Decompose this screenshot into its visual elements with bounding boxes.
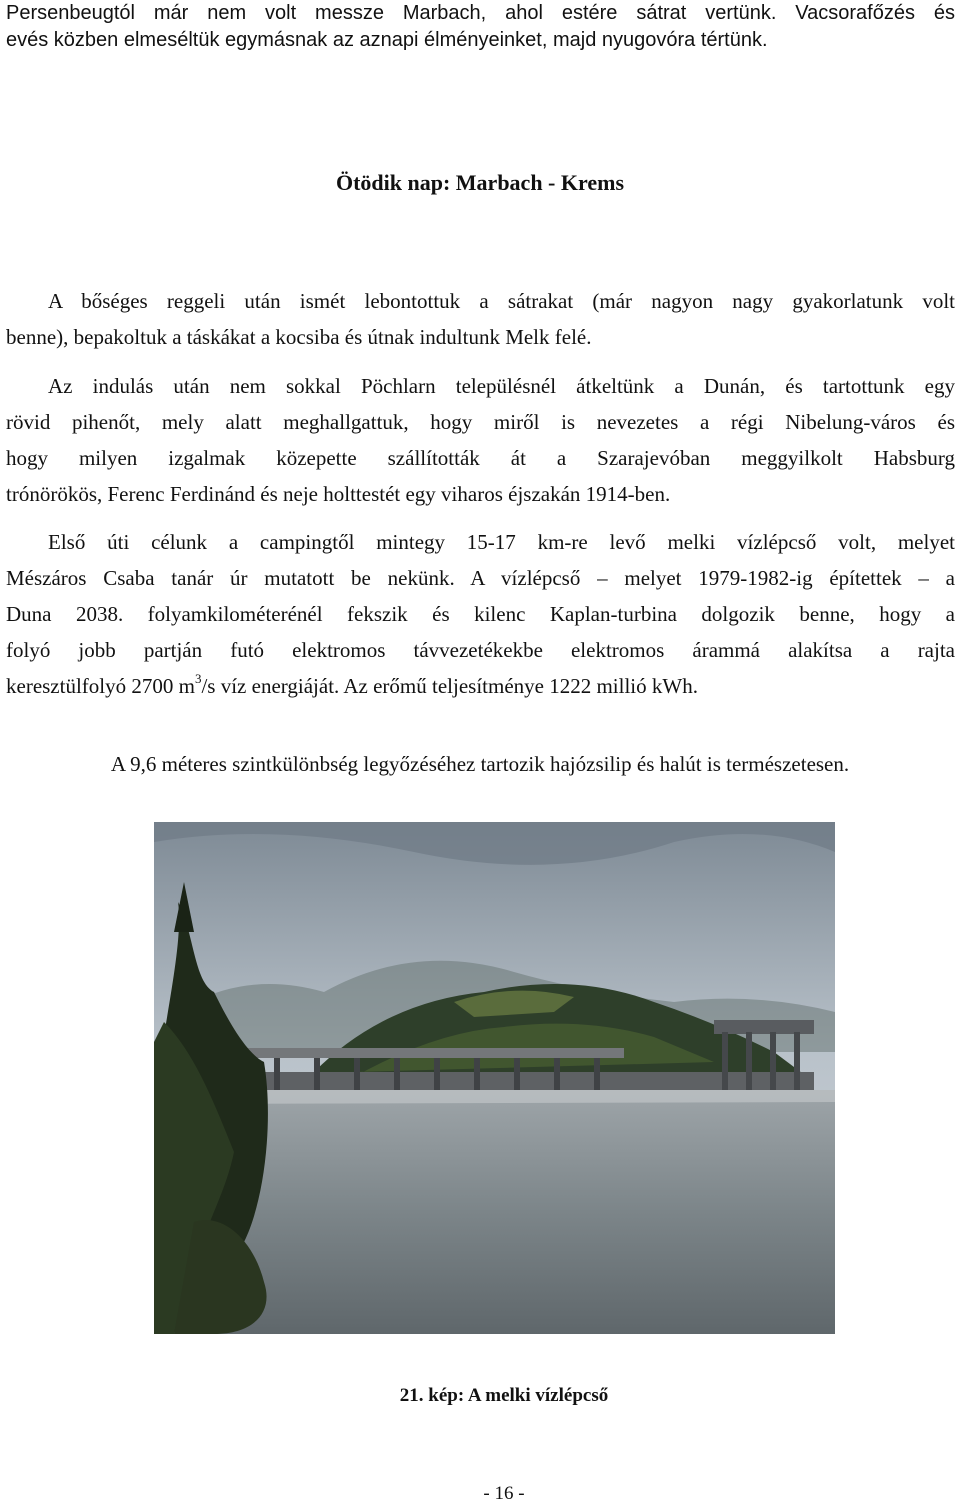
intro-line-2: evés közben elmeséltük egymásnak az aznapi élményeinket, majd nyugovóra tértünk. — [6, 29, 768, 51]
intro-line-1: Persenbeugtól már nem volt messze Marbach, ahol estére sátrat vertünk. Vacsorafőzés és — [6, 2, 955, 24]
paragraph-1-line-1: A bőséges reggeli után ismét lebontottuk a sátrakat (már nagyon nagy gyakorlatunk volt — [48, 289, 955, 313]
paragraph-3-line-3: Duna 2038. folyamkilométerénél fekszik és kilenc Kaplan-turbina dolgozik benne, hogy a — [6, 602, 955, 626]
paragraph-1-line-2: benne), bepakoltuk a táskákat a kocsiba és útnak indultunk Melk felé. — [6, 325, 592, 349]
photo-graphic — [154, 822, 835, 1334]
paragraph-2-line-3: hogy milyen izgalmak közepette szállították át a Szarajevóban meggyilkolt Habsburg — [6, 446, 955, 470]
paragraph-2 — [6, 368, 955, 512]
section-heading: Ötödik nap: Marbach - Krems — [335, 170, 625, 195]
paragraph-3-line-5: keresztülfolyó 2700 $m^3/s$ víz energiáját. Az erőmű teljesítménye 1222 millió kWh. — [6, 671, 698, 698]
photo-caption: 21. kép: A melki vízlépcső — [399, 1385, 609, 1406]
dam-photo — [154, 822, 835, 1334]
superscript-3: 3 — [194, 671, 202, 686]
paragraph-2-line-1: Az indulás után nem sokkal Pöchlarn településnél átkeltünk a Dunán, és tartottunk egy — [48, 374, 955, 398]
paragraph-3 — [6, 524, 955, 704]
paragraph-3-line-2: Mészáros Csaba tanár úr mutatott be nekünk. A vízlépcső – melyet 1979-1982-ig építettek – a — [6, 566, 955, 590]
paragraph-4: A 9,6 méteres szintkülönbség legyőzéséhez tartozik hajózsilip és halút is természetesen. — [110, 752, 850, 776]
paragraph-2-line-4: trónörökös, Ferenc Ferdinánd és neje holttestét egy viharos éjszakán 1914-ben. — [6, 482, 671, 506]
paragraph-3-line-4: folyó jobb partján futó elektromos távvezetékekbe elektromos árammá alakítsa a rajta — [6, 638, 955, 662]
paragraph-1 — [6, 283, 955, 355]
intro-paragraph — [6, 0, 955, 54]
paragraph-2-line-2: rövid pihenőt, mely alatt meghallgattuk, hogy miről is nevezetes a régi Nibelung-város és — [6, 410, 955, 434]
page-number: - 16 - — [483, 1483, 525, 1504]
paragraph-3-line-1: Első úti célunk a campingtől mintegy 15-17 km-re levő melki vízlépcső volt, melyet — [48, 530, 955, 554]
